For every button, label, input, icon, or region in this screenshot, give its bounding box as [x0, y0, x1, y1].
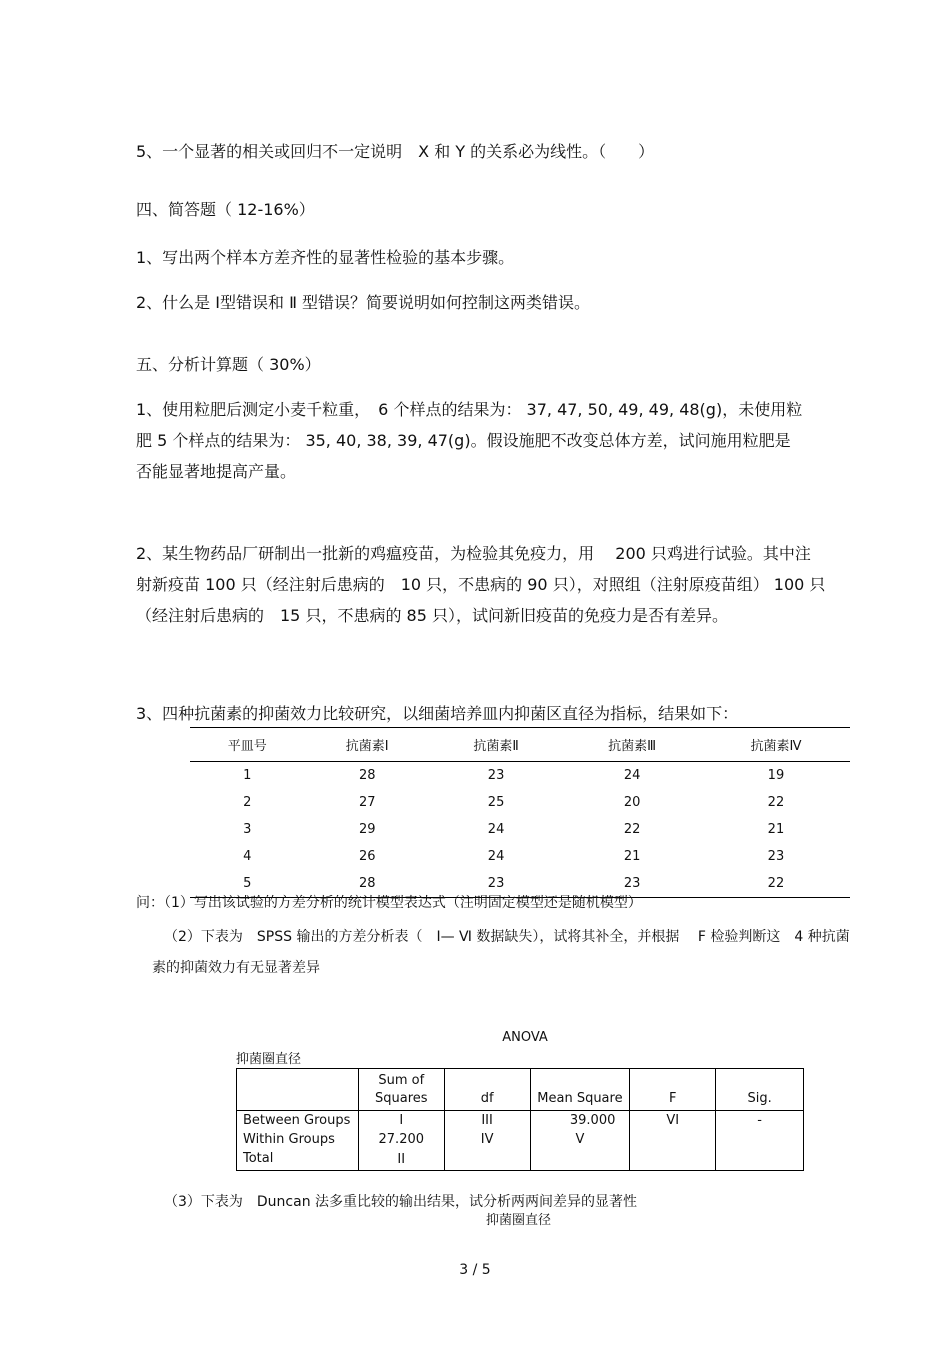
table-cell: 39.000	[530, 1111, 630, 1131]
table-cell: 23	[487, 876, 505, 891]
table-cell: VI	[630, 1111, 716, 1131]
column-header: df	[444, 1069, 530, 1111]
duncan-variable-label: 抑菌圈直径	[486, 1213, 552, 1228]
page-number: 3 / 5	[459, 1262, 491, 1278]
column-header: 平皿号	[190, 728, 305, 762]
question-part-2-line-1: （2）下表为 SPSS 输出的方差分析表（ Ⅰ— Ⅵ 数据缺失），试将其补全，并根据 F 检验判断这 4 种抗菌	[164, 929, 850, 945]
section-5-question-2	[136, 538, 906, 631]
question-line: 射新疫苗 100 只（经注射后患病的 10 只，不患病的 90 只），对照组（注射原疫苗组） 100 只	[136, 575, 826, 594]
table-cell: III	[444, 1111, 530, 1131]
section-4-heading: 四、简答题（ 12-16%）	[136, 200, 315, 219]
row-label: Between Groups	[237, 1111, 359, 1131]
table-cell: 27.200	[358, 1130, 444, 1149]
column-header: F	[630, 1069, 716, 1111]
anova-header-row	[237, 1069, 804, 1111]
anova-table	[236, 1068, 804, 1171]
table-row	[237, 1111, 804, 1131]
column-header: Mean Square	[530, 1069, 630, 1111]
section-5-question-1	[136, 394, 906, 487]
section-4-question-2: 2、什么是 Ⅰ型错误和 Ⅱ 型错误？简要说明如何控制这两类错误。	[136, 293, 591, 312]
table-cell	[716, 1130, 804, 1149]
table-cell: 26	[358, 849, 376, 864]
table-cell: 29	[358, 822, 376, 837]
column-header	[237, 1069, 359, 1111]
section-4-question-1: 1、写出两个样本方差齐性的显著性检验的基本步骤。	[136, 248, 515, 267]
table-cell: 4	[243, 849, 252, 864]
table-row	[237, 1149, 804, 1171]
table-cell	[530, 1149, 630, 1171]
question-part-2-line-2: 素的抑菌效力有无显著差异	[152, 960, 320, 976]
table-cell: 1	[243, 768, 252, 783]
table-cell: V	[530, 1130, 630, 1149]
table-row	[190, 816, 850, 843]
table-cell: 21	[623, 849, 641, 864]
antibiotic-data-table	[190, 727, 850, 898]
true-false-item-5: 5、一个显著的相关或回归不一定说明 X 和 Y 的关系必为线性。（ ）	[136, 142, 655, 161]
question-part-1: 问：（1）写出该试验的方差分析的统计模型表达式（注明固定模型还是随机模型）	[136, 895, 642, 911]
question-line: 1、使用粒肥后测定小麦千粒重， 6 个样点的结果为： 37, 47, 50, 49, 49, 48(g)，未使用粒	[136, 400, 803, 419]
table-cell: 24	[487, 849, 505, 864]
column-header: 抗菌素Ⅰ	[305, 728, 430, 762]
anova-title: ANOVA	[502, 1030, 548, 1045]
table-cell: 27	[358, 795, 376, 810]
anova-variable-label: 抑菌圈直径	[236, 1052, 302, 1067]
row-label: Total	[237, 1149, 359, 1171]
table-cell: 24	[623, 768, 641, 783]
table-cell: 2	[243, 795, 252, 810]
table-cell: 19	[767, 768, 785, 783]
table-row	[190, 789, 850, 816]
table-row	[190, 762, 850, 790]
table-row	[190, 843, 850, 870]
table-cell: 22	[623, 822, 641, 837]
table-cell: 28	[358, 768, 376, 783]
column-header: 抗菌素Ⅳ	[702, 728, 850, 762]
section-5-heading: 五、分析计算题（ 30%）	[136, 355, 321, 374]
row-label: Within Groups	[237, 1130, 359, 1149]
question-line: 否能显著地提高产量。	[136, 462, 297, 481]
table-cell: 22	[767, 876, 785, 891]
table-row	[237, 1130, 804, 1149]
question-line: 肥 5 个样点的结果为： 35, 40, 38, 39, 47(g)。假设施肥不改变总体方差，试问施用粒肥是	[136, 431, 791, 450]
table-cell	[444, 1149, 530, 1171]
question-part-3: （3）下表为 Duncan 法多重比较的输出结果，试分析两两间差异的显著性	[164, 1194, 638, 1210]
table-cell	[630, 1149, 716, 1171]
table-cell	[630, 1130, 716, 1149]
table-cell: I	[358, 1111, 444, 1131]
column-header: 抗菌素Ⅱ	[430, 728, 562, 762]
table-cell: 5	[243, 876, 252, 891]
table-cell: 3	[243, 822, 252, 837]
table-cell: 23	[767, 849, 785, 864]
table-cell: 23	[623, 876, 641, 891]
table-cell: II	[358, 1149, 444, 1171]
table-cell: -	[716, 1111, 804, 1131]
table-cell: IV	[444, 1130, 530, 1149]
column-header: Sig.	[716, 1069, 804, 1111]
question-line: （经注射后患病的 15 只，不患病的 85 只），试问新旧疫苗的免疫力是否有差异。	[136, 606, 728, 625]
column-header: 抗菌素Ⅲ	[562, 728, 702, 762]
table-header-row	[190, 728, 850, 762]
table-cell: 22	[767, 795, 785, 810]
section-5-question-3-intro: 3、四种抗菌素的抑菌效力比较研究，以细菌培养皿内抑菌区直径为指标，结果如下：	[136, 704, 739, 723]
table-cell: 20	[623, 795, 641, 810]
table-cell: 25	[487, 795, 505, 810]
table-cell: 28	[358, 876, 376, 891]
column-header: Sum of Squares	[358, 1069, 444, 1111]
table-cell: 24	[487, 822, 505, 837]
question-line: 2、某生物药品厂研制出一批新的鸡瘟疫苗，为检验其免疫力，用 200 只鸡进行试验。其中注	[136, 544, 811, 563]
table-cell: 23	[487, 768, 505, 783]
table-cell	[716, 1149, 804, 1171]
table-cell: 21	[767, 822, 785, 837]
